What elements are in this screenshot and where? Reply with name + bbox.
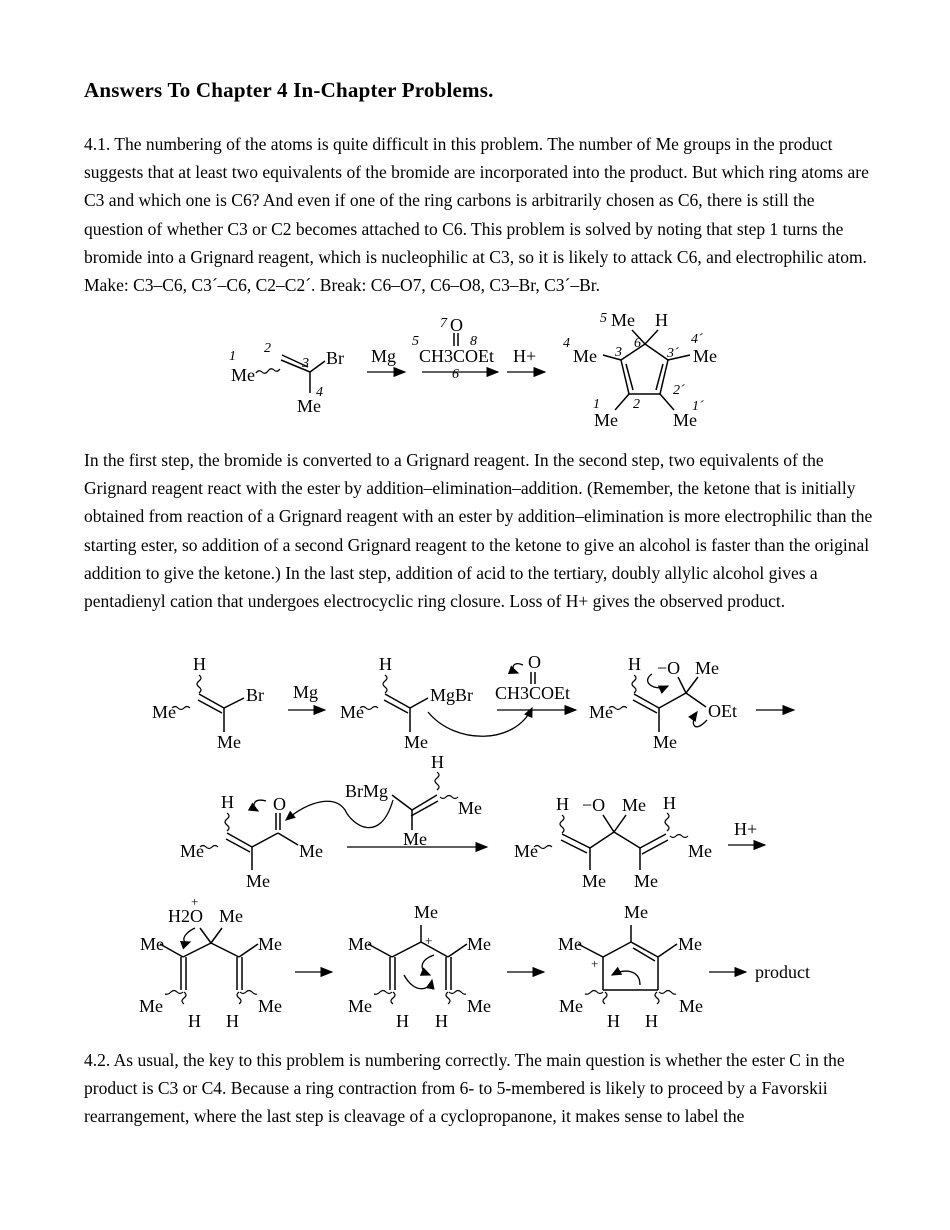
reagent-hplus-2: H+ (734, 819, 758, 839)
bond-to-br (224, 698, 244, 708)
wavy-bond-h-3 (632, 675, 636, 693)
cation-plus: + (425, 933, 433, 948)
wavy-bond-10 (237, 992, 241, 1004)
grignard-double-bond (385, 694, 410, 708)
wavy-bond-me-5 (440, 796, 458, 799)
oxonium-plus: + (191, 894, 199, 909)
alkoxide-me-right: Me (688, 841, 712, 861)
oxonium-me-left: Me (140, 934, 164, 954)
reagent-ester: CH3COEt (419, 346, 495, 366)
oxonium-me-top: Me (219, 906, 243, 926)
vinyl-bromide-h: H (193, 654, 206, 674)
cation-me-bottom-right: Me (467, 996, 491, 1016)
label-c1p-product: 1´ (692, 399, 704, 414)
wavy-bond-11 (240, 991, 257, 995)
ester-carbonyl-o: O (450, 315, 463, 335)
oxonium-bond-left (183, 943, 211, 957)
alkoxide-h-left: H (556, 794, 569, 814)
curved-arrow-loss-water (184, 928, 195, 943)
ring-cation-bond-left (603, 942, 631, 957)
label-c6: 6 (452, 367, 459, 382)
vinyl-bromide-br: Br (246, 685, 264, 705)
vinyl-double-bond-2 (198, 700, 222, 713)
ring-cation-me-bottom-right: Me (679, 996, 703, 1016)
reagent-hplus: H+ (513, 346, 537, 366)
tetrahedral-o-minus: −O (657, 658, 681, 678)
label-c4-product: 4 (563, 336, 570, 351)
label-c1: 1 (229, 349, 236, 364)
cation-bond-right (421, 942, 448, 957)
cation-h-right: H (435, 1011, 448, 1031)
label-c4p-product: 4´ (691, 332, 703, 347)
ring-cation-plus: + (591, 956, 599, 971)
wavy-bond-me-7 (670, 835, 688, 838)
wavy-bond-h-4 (225, 813, 229, 831)
scheme-4-1-overall (0, 300, 950, 445)
bond-to-me-ketone (278, 833, 298, 845)
product-methyl-c1: Me (594, 410, 618, 430)
bond-to-oet (686, 693, 706, 707)
curved-arrow-second-attack (286, 800, 393, 828)
bond-c2-me (615, 394, 629, 410)
oxonium-h-left: H (188, 1011, 201, 1031)
ring-cation-h-left: H (607, 1011, 620, 1031)
wavy-bond-h-7 (665, 813, 669, 831)
curved-arrow-attack (428, 708, 532, 736)
oxonium-me-right: Me (258, 934, 282, 954)
ketone-h: H (221, 792, 234, 812)
oxonium-bond-me-right (239, 944, 258, 957)
label-c5-product: 5 (600, 311, 607, 326)
tetrahedral-me-bottom: Me (653, 732, 677, 752)
oxonium-bond-me (211, 928, 222, 943)
oxonium-me-bottom-left: Me (139, 996, 163, 1016)
curved-arrow-carbonyl (513, 664, 523, 673)
curved-arrow-ketone (254, 800, 266, 811)
wavy-bond-8 (165, 991, 183, 995)
label-c2-product: 2 (633, 397, 640, 412)
oxonium-bond-o (200, 928, 211, 943)
wavy-bond-14 (446, 992, 450, 1004)
bond-to-carbonyl (252, 833, 278, 847)
bond-to-mgbr (410, 698, 428, 708)
wavy-bond-h-6 (560, 815, 564, 833)
product-label: product (755, 962, 810, 982)
grignard2-h: H (431, 752, 444, 772)
alkoxide-bond-me-top (614, 815, 626, 832)
wavy-bond-12 (374, 991, 392, 995)
wavy-bond-17 (603, 992, 607, 1004)
reagent-mg: Mg (371, 346, 397, 366)
reagent-mg-2: Mg (293, 682, 319, 702)
tetrahedral-oet: OEt (708, 701, 737, 721)
bromine: Br (326, 348, 344, 368)
oxonium-h-right: H (226, 1011, 239, 1031)
ketone-double-bond (227, 833, 252, 847)
grignard-me-left: Me (340, 702, 364, 722)
curved-arrow-deprotonation (612, 971, 640, 985)
oxonium-h2o: H2O (168, 906, 203, 926)
alkoxide-bond-center-right (614, 832, 640, 848)
ring-cation-me-top: Me (624, 902, 648, 922)
label-c3: 3 (302, 356, 309, 371)
bond-to-br (310, 361, 325, 372)
cation-me-top: Me (414, 902, 438, 922)
paragraph-4-1-mechanism: In the first step, the bromide is converted to a Grignard reagent. In the second step, two equivalents of the Grignard reagent react with the ester by addition–elimination–addition. (Remember, the ketone that is initially obtained from reaction of a Grignard reagent with an ester by addition–elimination is more electrophilic than the starting ester, so addition of a second Grignard reagent to the ketone to give an alcohol is faster than the original addition to give the ketone.) In the last step, addition of acid to the tertiary, doubly allylic alcohol gives a pentadienyl cation that undergoes electrocyclic ring closure. Loss of H+ gives the observed product. (84, 450, 873, 612)
wavy-bond-h-2 (383, 675, 387, 693)
paragraph-4-1-intro: 4.1. The numbering of the atoms is quite difficult in this problem. The number of Me groups in the product suggests that at least two equivalents of the bromide are incorporated into the product. But which ring atoms are C3 and which one is C6? And even if one of the ring carbons is arbitrarily chosen as C6, there is still the question of whether C3 or C2 becomes attached to C6. This problem is solved by noting that step 1 turns the bromide into a Grignard reagent, which is nucleophilic at C3, so it is likely to attack C6, and electrophilic atom. Make: C3–C6, C3´–C6, C2–C2´. Break: C6–O7, C6–O8, C3–Br, C3´–Br. (84, 134, 869, 296)
page-heading: Answers To Chapter 4 In-Chapter Problems. (84, 78, 494, 102)
product-methyl-c4: Me (573, 346, 597, 366)
ketone-o: O (273, 794, 286, 814)
tetrahedral-me-left: Me (589, 702, 613, 722)
cation-h-left: H (396, 1011, 409, 1031)
grignard-h: H (379, 654, 392, 674)
product-methyl-c1p: Me (673, 410, 697, 430)
curved-arrow-cation-2 (404, 975, 432, 989)
label-c2p-product: 2´ (673, 383, 685, 398)
alkoxide-double-bond-right-2 (642, 840, 668, 854)
grignard-mgbr: MgBr (430, 685, 474, 705)
reagent-ester-2: CH3COEt (495, 683, 571, 703)
tetrahedral-me-top: Me (695, 658, 719, 678)
ring-cation-me-bottom-left: Me (559, 996, 583, 1016)
bond-to-quaternary-c (659, 693, 686, 708)
alkoxide-double-bond-left-2 (561, 840, 587, 853)
alkoxide-double-bond-right (640, 834, 666, 848)
tetrahedral-double-bond (634, 694, 659, 708)
alkoxide-o-minus: −O (582, 795, 606, 815)
label-o8: 8 (470, 334, 477, 349)
grignard2-me-bottom: Me (403, 829, 427, 849)
cation-me-bottom-left: Me (348, 996, 372, 1016)
ring-cation-me-left: Me (558, 934, 582, 954)
wavy-bond-18 (655, 992, 659, 1004)
label-c6-product: 6 (634, 336, 641, 351)
cation-bond-me-right (448, 944, 467, 957)
bond-to-me-top (686, 677, 698, 693)
ring-cation-me-right: Me (678, 934, 702, 954)
grignard2-me-right: Me (458, 798, 482, 818)
curved-arrow-cation-1 (422, 955, 434, 975)
label-c3-product: 3 (615, 345, 622, 360)
wavy-bond-h-5 (435, 772, 439, 790)
grignard-double-bond-2 (384, 700, 408, 713)
ketone-double-bond-2 (226, 839, 250, 852)
grignard-me-bottom: Me (404, 732, 428, 752)
alkoxide-me-left: Me (514, 841, 538, 861)
grignard2-brmg: BrMg (345, 781, 389, 801)
tetrahedral-double-bond-2 (633, 700, 657, 713)
ester-o: O (528, 652, 541, 672)
cation-me-left: Me (348, 934, 372, 954)
cation-bond-left (392, 942, 421, 957)
label-c1-product: 1 (593, 397, 600, 412)
wavy-bond-13 (391, 992, 395, 1004)
product-methyl-c4p: Me (693, 346, 717, 366)
wavy-bond-19 (659, 991, 676, 995)
alkoxide-me-top: Me (622, 795, 646, 815)
wavy-bond-15 (449, 991, 466, 995)
vinyl-bromide-me-bottom: Me (217, 732, 241, 752)
alkoxide-h-right: H (663, 793, 676, 813)
vinyl-bromide-me-left: Me (152, 702, 176, 722)
scheme-4-1-mechanism (0, 650, 950, 1035)
label-c2: 2 (264, 341, 271, 356)
wavy-bond (256, 369, 280, 374)
label-c5: 5 (412, 334, 419, 349)
bond-c6-h (645, 330, 658, 344)
product-h: H (655, 310, 668, 330)
vinyl-double-bond (199, 694, 224, 708)
ring-cation-h-right: H (645, 1011, 658, 1031)
bond-to-o-minus (678, 677, 686, 693)
cation-me-right: Me (467, 934, 491, 954)
alkoxide-bond-center-left (590, 832, 614, 848)
alkoxide-double-bond-left (562, 834, 590, 848)
curved-arrow-leave (693, 712, 707, 727)
wavy-bond-9 (182, 992, 186, 1004)
wavy-bond-h (197, 675, 201, 693)
paragraph-4-2-intro: 4.2. As usual, the key to this problem is numbering correctly. The main question is whether the ester C in the product is C3 or C4. Because a ring contraction from 6- to 5-membered is likely to proceed by a Favorskii rearrangement, where the last step is cleavage of a cyclopropanone, it makes sense to label the (84, 1050, 845, 1127)
oxonium-me-bottom-right: Me (258, 996, 282, 1016)
tetrahedral-h: H (628, 654, 641, 674)
methyl-c1: Me (231, 365, 255, 385)
alkoxide-me-bottom-left: Me (582, 871, 606, 891)
oxonium-bond-right (211, 943, 239, 957)
grignard2-bond (392, 795, 412, 810)
methyl-c4: Me (297, 396, 321, 416)
alkoxide-me-bottom-right: Me (634, 871, 658, 891)
ketone-me-bottom: Me (246, 871, 270, 891)
label-c3p-product: 3´ (667, 346, 679, 361)
wavy-bond-16 (585, 991, 603, 995)
ketone-me-right: Me (299, 841, 323, 861)
label-o7: 7 (440, 316, 447, 331)
ketone-me-left: Me (180, 841, 204, 861)
alkoxide-bond-o (603, 815, 614, 832)
label-c4: 4 (316, 385, 323, 400)
bond-c2p-me (660, 394, 674, 410)
product-methyl-c5: Me (611, 310, 635, 330)
ring-cation-bond-me-right (658, 944, 677, 957)
